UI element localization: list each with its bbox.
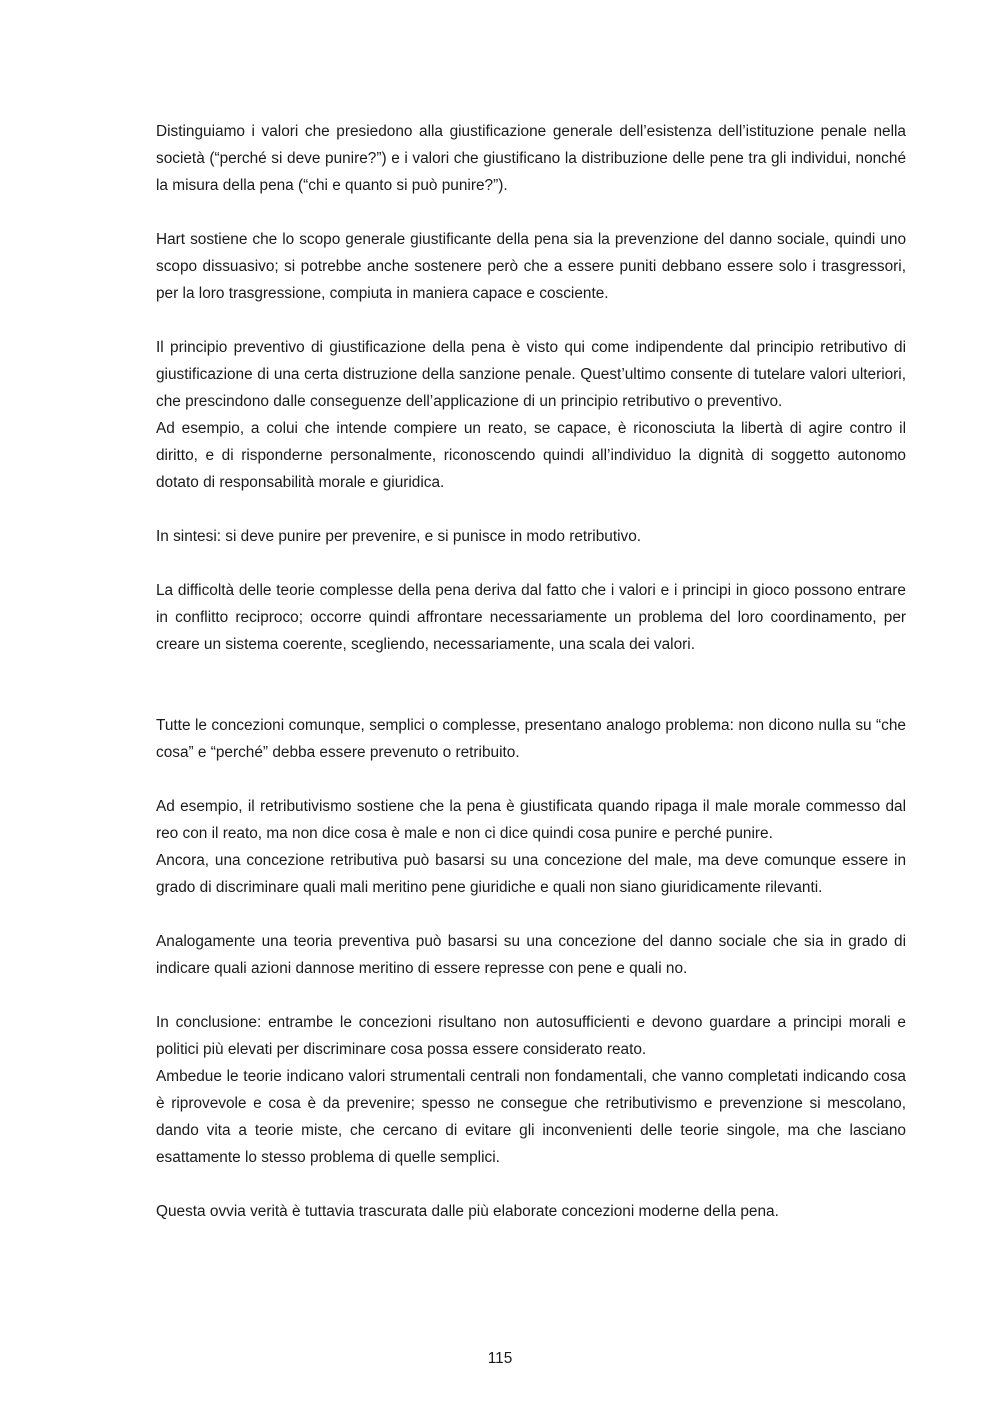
paragraph-hart: Hart sostiene che lo scopo generale giustificante della pena sia la prevenzione del danno sociale, quindi uno scopo dissuasivo; si potrebbe anche sostenere però che a essere puniti debbano essere solo i trasgressori, per la loro trasgressione, compiuta in maniera capace e cosciente. [156,231,906,302]
paragraph-questa-ovvia: Questa ovvia verità è tuttavia trascurata dalle più elaborate concezioni moderne della pena. [156,1203,779,1220]
paragraph-retributivismo: Ad esempio, il retributivismo sostiene che la pena è giustificata quando ripaga il male morale commesso dal reo con il reato, ma non dice cosa è male e non ci dice quindi cosa punire e perché punire. [156,798,906,842]
paragraph-distinguiamo: Distinguiamo i valori che presiedono alla giustificazione generale dell’esistenza dell’istituzione penale nella società (“perché si deve punire?”) e i valori che giustificano la distribuzione delle pene tra gli individui, nonché la misura della pena (“chi e quanto si può punire?”). [156,123,906,194]
body-text [156,118,906,1225]
paragraph-ad-esempio-reato: Ad esempio, a colui che intende compiere un reato, se capace, è riconosciuta la libertà di agire contro il diritto, e di risponderne personalmente, riconoscendo quindi all’individuo la dignità di soggetto autonomo dotato di responsabilità morale e giuridica. [156,420,906,491]
page-number: 115 [487,1350,513,1367]
paragraph-difficolta: La difficoltà delle teorie complesse della pena deriva dal fatto che i valori e i principi in gioco possono entrare in conflitto reciproco; occorre quindi affrontare necessariamente un problema del loro coordinamento, per creare un sistema coerente, scegliendo, necessariamente, una scala dei valori. [156,582,906,653]
paragraph-ancora: Ancora, una concezione retributiva può basarsi su una concezione del male, ma deve comunque essere in grado di discriminare quali mali meritino pene giuridiche e quali non siano giuridicamente rilevanti. [156,852,906,896]
paragraph-ambedue: Ambedue le teorie indicano valori strumentali centrali non fondamentali, che vanno completati indicando cosa è riprovevole e cosa è da prevenire; spesso ne consegue che retributivismo e prevenzione si mescolano, dando vita a teorie miste, che cercano di evitare gli inconvenienti delle teorie singole, ma che lasciano esattamente lo stesso problema di quelle semplici. [156,1068,906,1166]
paragraph-in-conclusione: In conclusione: entrambe le concezioni risultano non autosufficienti e devono guardare a principi morali e politici più elevati per discriminare cosa possa essere considerato reato. [156,1014,906,1058]
paragraph-in-sintesi: In sintesi: si deve punire per prevenire, e si punisce in modo retributivo. [156,528,642,545]
paragraph-analogamente: Analogamente una teoria preventiva può basarsi su una concezione del danno sociale che sia in grado di indicare quali azioni dannose meritino di essere represse con pene e quali no. [156,933,906,977]
paragraph-principio-preventivo: Il principio preventivo di giustificazione della pena è visto qui come indipendente dal principio retributivo di giustificazione di una certa distruzione della sanzione penale. Quest’ultimo consente di tutelare valori ulteriori, che prescindono dalle conseguenze dell’applicazione di un principio retributivo o preventivo. [156,339,906,410]
paragraph-tutte-le-concezioni: Tutte le concezioni comunque, semplici o complesse, presentano analogo problema: non dicono nulla su “che cosa” e “perché” debba essere prevenuto o retribuito. [156,717,906,761]
